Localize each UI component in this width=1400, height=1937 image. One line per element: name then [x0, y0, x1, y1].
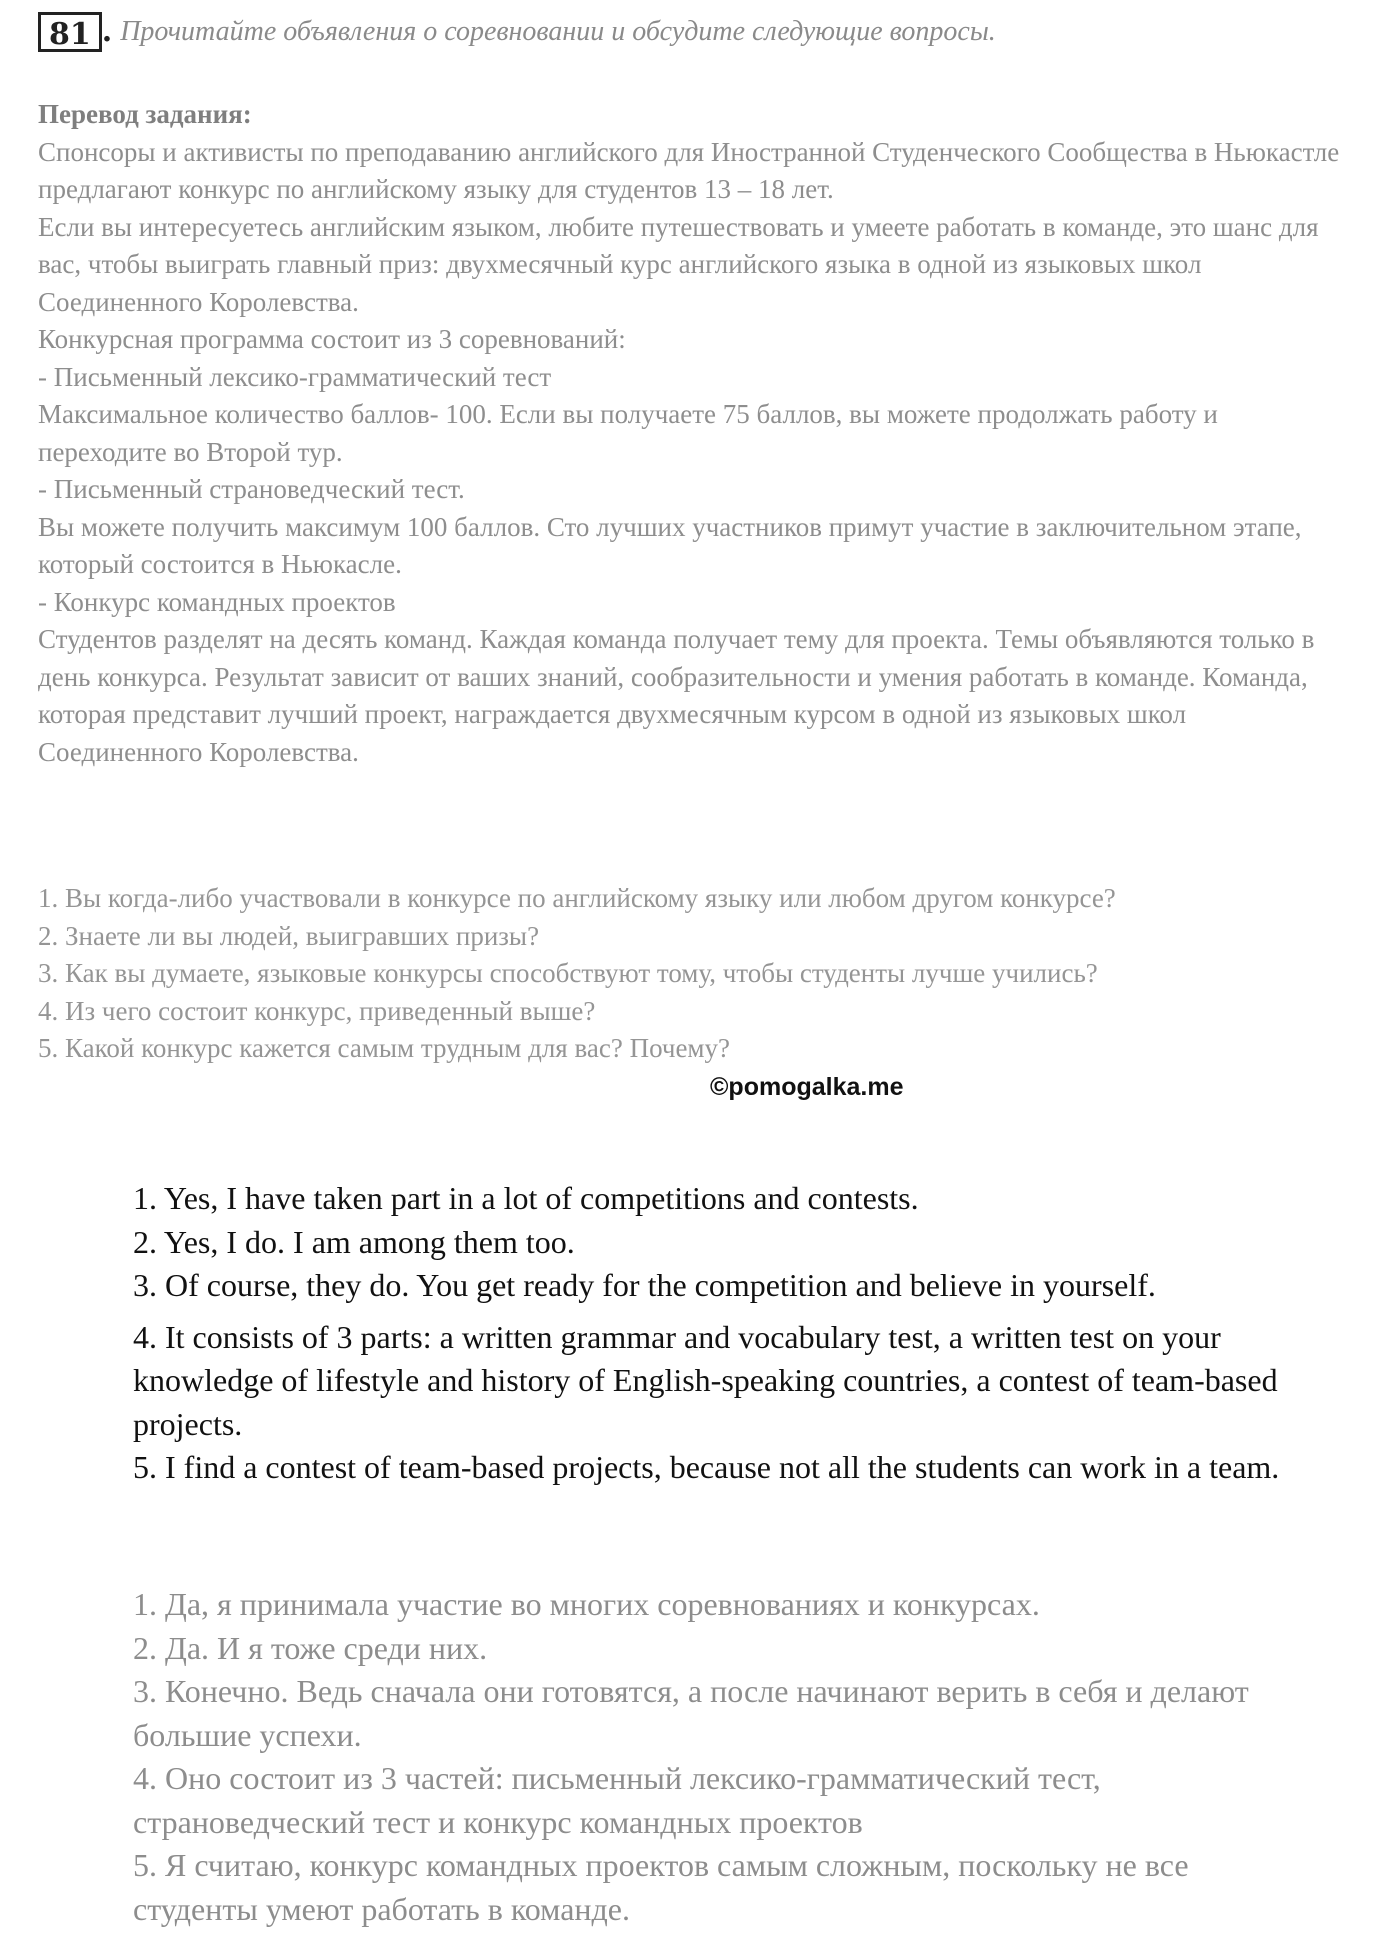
translation-paragraph: Если вы интересуетесь английским языком, любите путешествовать и умеете работать в команде, это шанс для вас, чтобы выиграть главный приз: двухмесячный курс английского языка в одной из языковых школ Соединенного Королевства. — [38, 211, 1319, 317]
translation-paragraph: - Письменный страноведческий тест. — [38, 474, 465, 504]
answer-translation-item: 1. Да, я принимала участие во многих соревнованиях и конкурсах. — [133, 1586, 1040, 1622]
question-item: 1. Вы когда-либо участвовали в конкурсе по английскому языку или любом другом конкурсе? — [38, 883, 1116, 913]
answers-english — [133, 1177, 1283, 1490]
answer-translation-item: 5. Я считаю, конкурс командных проектов самым сложным, поскольку не все студенты умеют работать в команде. — [133, 1847, 1189, 1927]
answers-russian — [133, 1583, 1313, 1931]
question-item: 4. Из чего состоит конкурс, приведенный выше? — [38, 995, 596, 1026]
translation-heading: Перевод задания: — [38, 99, 252, 129]
translation-paragraph: Студентов разделят на десять команд. Каждая команда получает тему для проекта. Темы объявляются только в день конкурса. Результат зависит от ваших знаний, сообразительности и умения работать в команде. Команда, которая представит лучший проект, награждается двухмесячным курсом в одной из языковых школ Соединенного Королевства. — [38, 624, 1315, 767]
translation-paragraph: - Конкурс командных проектов — [38, 586, 396, 617]
exercise-number: 81 — [38, 12, 102, 52]
translation-paragraph: - Письменный лексико-грамматический тест — [38, 361, 552, 392]
question-item: 2. Знаете ли вы людей, выигравших призы? — [38, 920, 540, 951]
answer-item: 3. Of course, they do. You get ready for the competition and believe in yourself. — [133, 1267, 1156, 1303]
exercise-number-dot: . — [101, 14, 113, 49]
translation-paragraph: Вы можете получить максимум 100 баллов. Сто лучших участников примут участие в заключительном этапе, который состоится в Ньюкасле. — [38, 511, 1302, 579]
translation-paragraph: Конкурсная программа состоит из 3 соревнований: — [38, 324, 626, 354]
exercise-task: Прочитайте объявления о соревновании и обсудите следующие вопросы. — [120, 16, 996, 47]
answer-translation-item: 4. Оно состоит из 3 частей: письменный лексико-грамматический тест, страноведческий тест и конкурс командных проектов — [133, 1760, 1101, 1840]
answer-item: 1. Yes, I have taken part in a lot of competitions and contests. — [133, 1180, 919, 1216]
answer-translation-item: 2. Да. И я тоже среди них. — [133, 1629, 488, 1666]
exercise-header — [38, 10, 996, 54]
site-watermark: ©pomogalka.me — [710, 1073, 904, 1101]
question-item: 5. Какой конкурс кажется самым трудным для вас? Почему? — [38, 1033, 731, 1063]
translation-paragraph: Спонсоры и активисты по преподаванию английского для Иностранной Студенческого Сообщества в Ньюкастле предлагают конкурс по английскому языку для студентов 13 – 18 лет. — [38, 136, 1340, 204]
answer-item: 2. Yes, I do. I am among them too. — [133, 1223, 575, 1260]
answer-translation-item: 3. Конечно. Ведь сначала они готовятся, а после начинают верить в себя и делают большие успехи. — [133, 1673, 1249, 1753]
translation-section — [38, 96, 1348, 771]
question-item: 3. Как вы думаете, языковые конкурсы способствуют тому, чтобы студенты лучше учились? — [38, 958, 1098, 988]
answer-item: 4. It consists of 3 parts: a written grammar and vocabulary test, a written test on your knowledge of lifestyle and history of English-speaking countries, a contest of team-based projects. — [133, 1318, 1278, 1442]
answer-item: 5. I find a contest of team-based projects, because not all the students can work in a team. — [133, 1449, 1280, 1485]
translation-paragraph: Максимальное количество баллов- 100. Если вы получаете 75 баллов, вы можете продолжать работу и переходите во Второй тур. — [38, 399, 1218, 467]
questions-list — [38, 880, 1348, 1068]
